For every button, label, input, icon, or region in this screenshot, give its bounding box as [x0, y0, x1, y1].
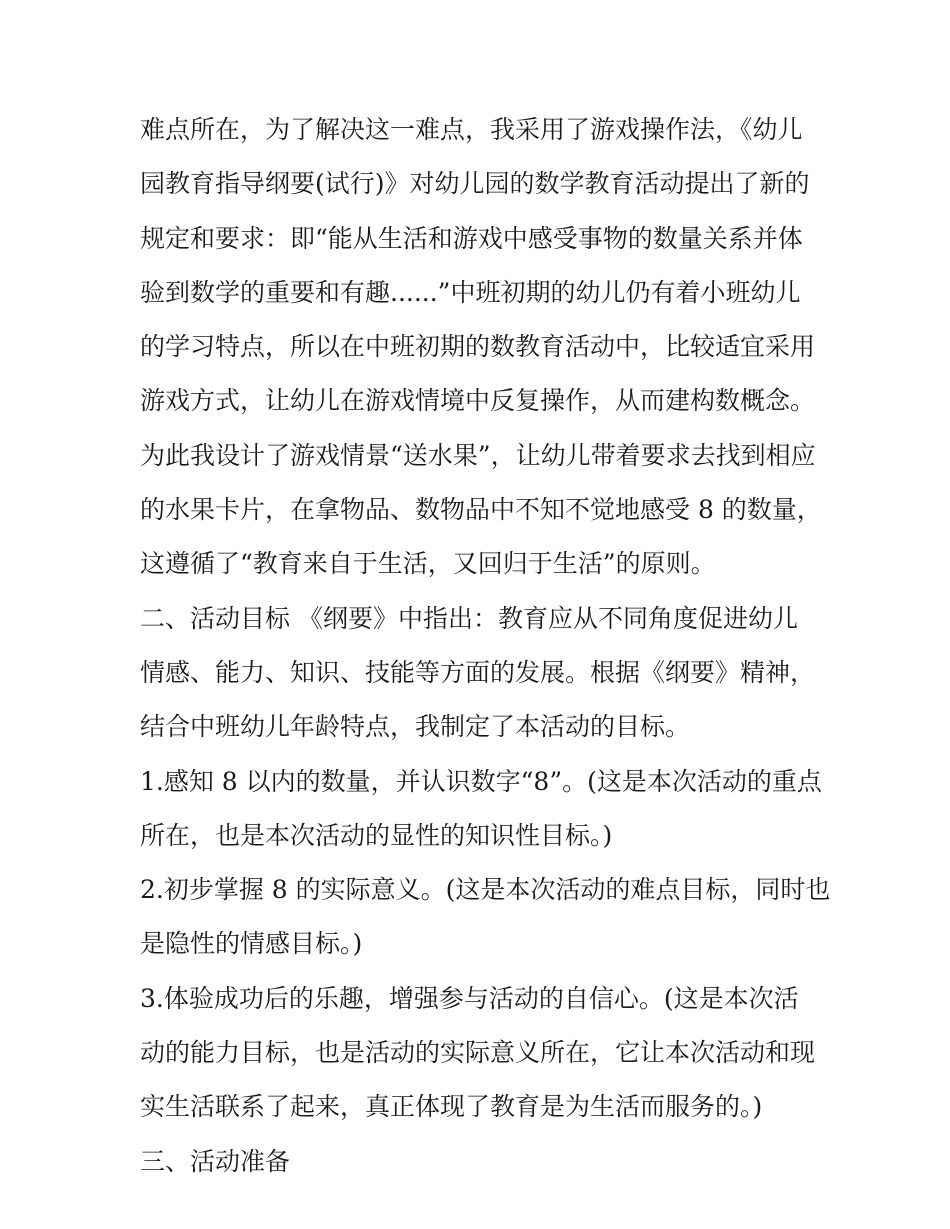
goal-item-1: 1.感知 8 以内的数量，并认识数字“8”。(这是本次活动的重点: [140, 766, 822, 796]
goal-item-2-continued: 是隐性的情感目标。): [140, 929, 363, 959]
body-text-line: 为此我设计了游戏情景“送水果”，让幼儿带着要求去找到相应: [140, 440, 816, 470]
goal-item-3: 3.体验成功后的乐趣，增强参与活动的自信心。(这是本次活: [140, 983, 799, 1013]
body-text-line: 结合中班幼儿年龄特点，我制定了本活动的目标。: [140, 712, 691, 742]
body-text-line: 这遵循了“教育来自于生活，又回归于生活”的原则。: [140, 549, 716, 579]
goal-item-3-continued: 动的能力目标，也是活动的实际意义所在，它让本次活动和现: [140, 1038, 816, 1068]
goal-item-3-continued: 实生活联系了起来，真正体现了教育是为生活而服务的。): [140, 1092, 763, 1122]
body-text-line: 的水果卡片，在拿物品、数物品中不知不觉地感受 8 的数量，: [140, 495, 822, 525]
section-heading-preparation: 三、活动准备: [140, 1146, 291, 1176]
body-text-line: 游戏方式，让幼儿在游戏情境中反复操作，从而建构数概念。: [140, 386, 816, 416]
body-text-line: 规定和要求：即“能从生活和游戏中感受事物的数量关系并体: [140, 223, 803, 253]
section-heading-goals: 二、活动目标 《纲要》中指出：教育应从不同角度促进幼儿: [140, 603, 798, 633]
body-text-line: 情感、能力、知识、技能等方面的发展。根据《纲要》精神，: [140, 657, 816, 687]
body-text-line: 难点所在，为了解决这一难点，我采用了游戏操作法，《幼儿: [140, 115, 803, 144]
body-text-line: 园教育指导纲要(试行)》对幼儿园的数学教育活动提出了新的: [140, 169, 810, 199]
body-text-line: 的学习特点，所以在中班初期的数教育活动中，比较适宜采用: [140, 332, 816, 362]
body-text-line: 验到数学的重要和有趣......”中班初期的幼儿仍有着小班幼儿: [140, 277, 801, 307]
goal-item-1-continued: 所在，也是本次活动的显性的知识性目标。): [140, 820, 613, 850]
goal-item-2: 2.初步掌握 8 的实际意义。(这是本次活动的难点目标，同时也: [140, 875, 831, 905]
document-body: [140, 103, 831, 1189]
